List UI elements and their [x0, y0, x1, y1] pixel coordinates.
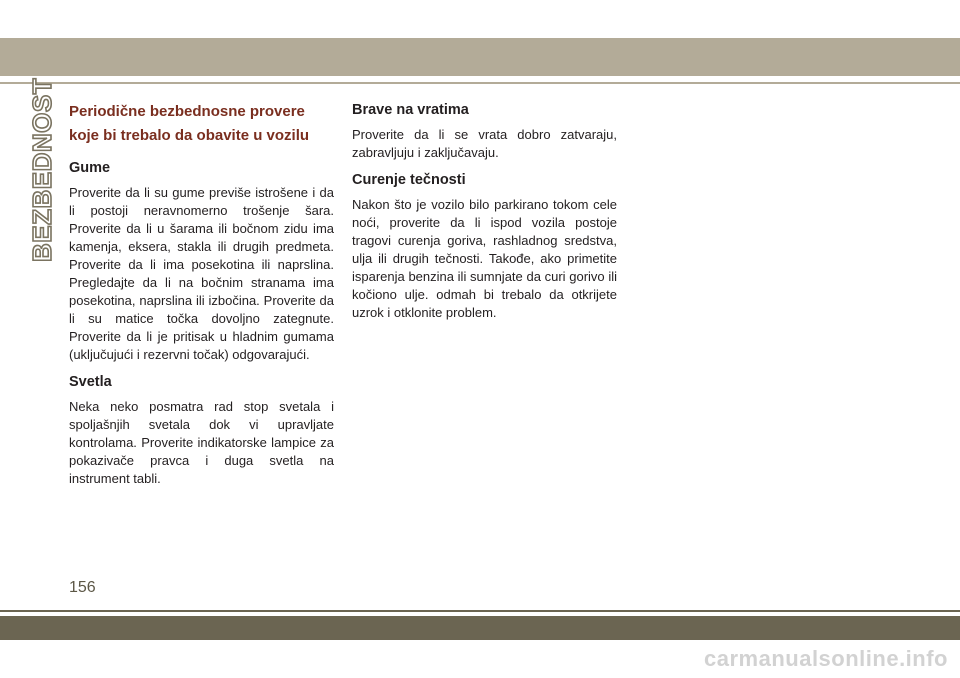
section-side-label [22, 77, 62, 302]
paragraph-lights: Neka neko posmatra rad stop svetala i spoljašnjih svetala dok vi upravljate kontrolama. Proverite indikatorske lampice za pokazivače pravca i duga svetla na instrument tabli. [69, 399, 334, 486]
heading-tires: Gume [69, 160, 111, 176]
right-column [352, 100, 617, 330]
watermark: carmanualsonline.info [704, 646, 948, 671]
header-rule [0, 82, 960, 84]
page-number: 156 [69, 579, 96, 596]
left-column [69, 100, 334, 496]
paragraph-tires: Proverite da li su gume previše istrošene i da li postoji neravnomerno trošenje šara. Proverite da li u šarama ili bočnom zidu ima kamenja, eksera, stakla ili drugih predmeta. Proverite da li ima posekotina ili naprslina. Pregledajte da li na bočnim stranama ima posekotina, naprslina ili izbočina. Proverite da li su matice točka dovoljno zategnute. Proverite da li je pritisak u hladnim gumama (uključujući i rezervni točak) odgovarajući. [69, 185, 334, 362]
paragraph-fluid-leaks: Nakon što je vozilo bilo parkirano tokom cele noći, proverite da li ispod vozila postoje tragovi curenja goriva, rashladnog sredstva, ulja ili drugih tečnosti. Takođe, ako primetite isparenja benzina ili sumnjate da curi gorivo ili kočiono ulje. odmah bi trebalo da otkrijete uzrok i otklonite problem. [352, 197, 617, 320]
header-band [0, 38, 960, 76]
side-label-text: BEZBEDNOST [27, 77, 57, 262]
footer-rule [0, 610, 960, 612]
page-title: Periodične bezbednosne provere koje bi trebalo da obavite u vozilu [69, 103, 310, 144]
heading-door-locks: Brave na vratima [352, 102, 469, 118]
paragraph-door-locks: Proverite da li se vrata dobro zatvaraju, zabravljuju i zaključavaju. [352, 127, 617, 160]
heading-lights: Svetla [69, 374, 112, 390]
heading-fluid-leaks: Curenje tečnosti [352, 172, 466, 188]
footer-band [0, 616, 960, 640]
